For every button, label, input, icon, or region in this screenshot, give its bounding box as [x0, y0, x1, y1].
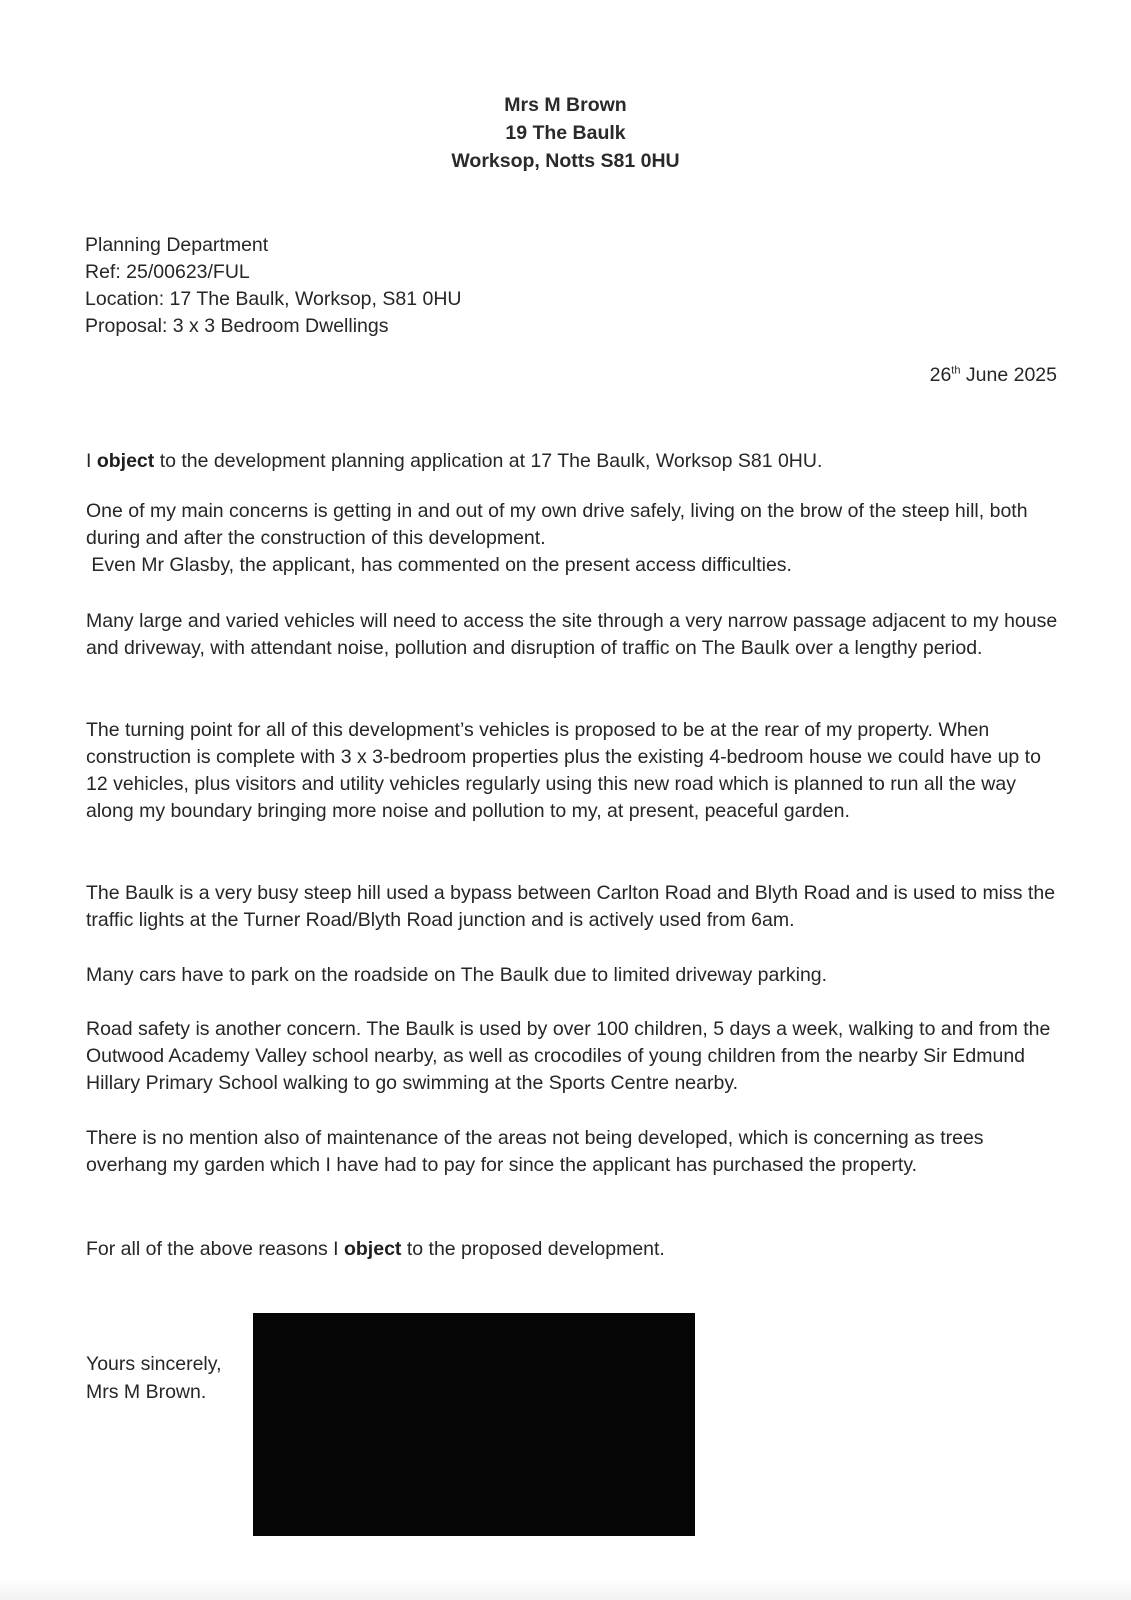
recipient-department: Planning Department: [85, 234, 269, 256]
signatory-name: Mrs M Brown.: [86, 1381, 207, 1403]
reference-line: Ref: 25/00623/FUL: [85, 261, 250, 283]
applicant-comment: Even Mr Glasby, the applicant, has commented on the present access difficulties.: [86, 554, 792, 576]
p1-pre: I: [86, 450, 97, 472]
bypass-paragraph: The Baulk is a very busy steep hill used a bypass between Carlton Road and Blyth Road and is used to miss the traffic lights at the Turner Road/Blyth Road junction and is actively used from 6am.: [86, 882, 1056, 931]
maintenance-paragraph: There is no mention also of maintenance of the areas not being developed, which is concerning as trees overhang my garden which I have had to pay for since the applicant has purchased the property.: [86, 1127, 984, 1176]
date-rest: June 2025: [960, 364, 1057, 386]
salutation: Yours sincerely,: [86, 1353, 222, 1375]
letter-date: [930, 362, 1057, 389]
closing-block: [86, 1350, 221, 1406]
p9-object-bold: object: [343, 1238, 402, 1260]
parking-paragraph: Many cars have to park on the roadside on The Baulk due to limited driveway parking.: [86, 964, 828, 986]
p9-pre: For all of the above reasons I: [86, 1238, 344, 1260]
date-suffix: th: [951, 364, 961, 377]
p2-line1: One of my main concerns is getting in and out of my own drive safely, living on the brow of the steep hill, both during and after the construction of this development.: [86, 500, 1028, 549]
sender-name: Mrs M Brown: [504, 94, 627, 116]
scan-edge: [0, 1578, 1131, 1600]
turning-point-paragraph: The turning point for all of this development’s vehicles is proposed to be at the rear of my property. When construction is complete with 3 x 3-bedroom properties plus the existing 4-bedroom house we could have up to 12 vehicles, plus visitors and utility vehicles regularly using this new road which is planned to run all the way along my boundary bringing more noise and pollution to my, at present, peaceful garden.: [86, 719, 1041, 822]
redacted-signature: [253, 1313, 695, 1536]
objection-statement: [86, 448, 1061, 475]
location-line: Location: 17 The Baulk, Worksop, S81 0HU: [85, 288, 462, 310]
proposal-line: Proposal: 3 x 3 Bedroom Dwellings: [85, 315, 389, 337]
road-safety-paragraph: Road safety is another concern. The Baulk is used by over 100 children, 5 days a week, walking to and from the Outwood Academy Valley school nearby, as well as crocodiles of young children from the nearby Sir Edmund Hillary Primary School walking to go swimming at the Sports Centre nearby.: [86, 1018, 1051, 1094]
sender-address: [0, 91, 1131, 175]
final-objection: [86, 1236, 1061, 1263]
sender-street: 19 The Baulk: [505, 122, 626, 144]
p1-object-bold: object: [96, 450, 155, 472]
sender-town: Worksop, Notts S81 0HU: [451, 150, 680, 172]
p1-post: to the development planning application at 17 The Baulk, Worksop S81 0HU.: [154, 450, 823, 472]
date-day: 26: [929, 364, 952, 386]
vehicle-access-paragraph: Many large and varied vehicles will need to access the site through a very narrow passage adjacent to my house and driveway, with attendant noise, pollution and disruption of traffic on The Baulk over a lengthy period.: [86, 610, 1058, 659]
recipient-block: [85, 232, 785, 340]
p9-post: to the proposed development.: [401, 1238, 665, 1260]
access-concern-paragraph: [86, 498, 1061, 552]
